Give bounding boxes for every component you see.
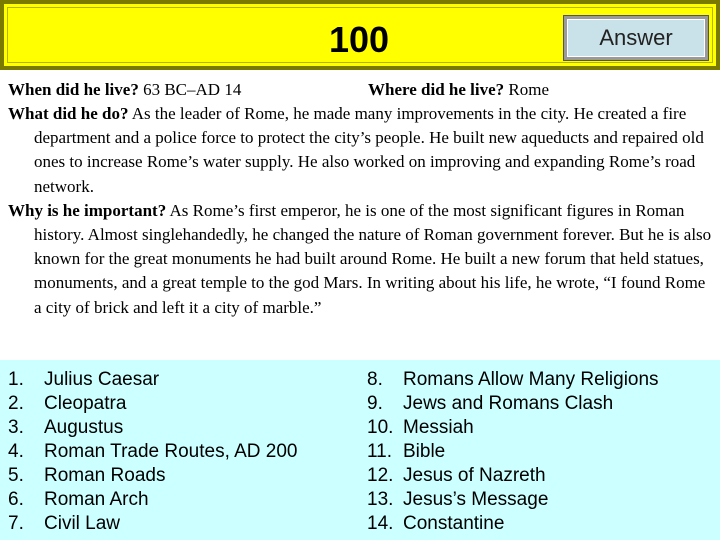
when-label: When did he live?	[8, 80, 139, 99]
what-text: As the leader of Rome, he made many improvements in the city. He created a fire department and a police force to protect the city’s people. He built new aqueducts and repaired old ones to increase Rome’s water supply. He also worked on improving and expanding Rome’s road network.	[34, 104, 704, 196]
header-bar	[0, 0, 720, 70]
item-label: Constantine	[403, 513, 505, 534]
item-number: 10.	[367, 417, 394, 438]
item-label: Civil Law	[44, 513, 121, 534]
item-number: 6.	[8, 489, 24, 510]
point-value: 100	[329, 19, 390, 60]
list-item[interactable]	[8, 512, 297, 536]
item-number: 11.	[367, 441, 393, 462]
when-line	[8, 80, 241, 99]
item-label: Jesus’s Message	[403, 489, 549, 510]
item-number: 4.	[8, 441, 24, 462]
why-label: Why is he important?	[8, 200, 167, 220]
item-number: 8.	[367, 369, 383, 390]
why-text: As Rome’s first emperor, he is one of the most significant figures in Roman history. Almost singlehandedly, he changed the nature of Roman government forever. But he is also known for the great monuments he had built around Rome. He built a new forum that held statues, monuments, and a great temple to the god Mars. In writing about his life, he wrote, “I found Rome a city of brick and left it a city of marble.”	[34, 200, 712, 317]
when-value: 63 BC–AD 14	[143, 80, 242, 99]
list-item[interactable]	[8, 368, 297, 392]
item-label: Roman Trade Routes, AD 200	[44, 441, 298, 462]
topic-list-right	[367, 368, 659, 536]
list-item[interactable]	[367, 368, 659, 392]
item-number: 12.	[367, 465, 394, 486]
where-line	[368, 78, 549, 102]
list-item[interactable]	[8, 488, 297, 512]
clue-text	[8, 78, 716, 320]
item-number: 13.	[367, 489, 394, 510]
topic-list-panel	[0, 360, 720, 540]
answer-button[interactable]: Answer	[564, 16, 708, 60]
list-item[interactable]	[8, 464, 297, 488]
item-label: Jesus of Nazreth	[403, 465, 546, 486]
where-label: Where did he live?	[368, 80, 505, 99]
topic-list-left	[8, 368, 297, 536]
list-item[interactable]	[367, 440, 659, 464]
list-item[interactable]	[367, 464, 659, 488]
what-paragraph	[8, 102, 716, 199]
item-number: 7.	[8, 513, 24, 534]
item-number: 5.	[8, 465, 24, 486]
where-value: Rome	[508, 80, 550, 99]
list-item[interactable]	[367, 392, 659, 416]
item-number: 1.	[8, 369, 24, 390]
item-label: Jews and Romans Clash	[403, 393, 614, 414]
what-label: What did he do?	[8, 104, 129, 123]
when-where-row	[8, 78, 716, 102]
item-label: Messiah	[403, 417, 474, 438]
why-paragraph	[8, 199, 716, 320]
item-label: Bible	[403, 441, 446, 462]
item-label: Roman Arch	[44, 489, 149, 510]
list-item[interactable]	[8, 416, 297, 440]
item-label: Cleopatra	[44, 393, 127, 414]
item-number: 9.	[367, 393, 383, 414]
list-item[interactable]	[8, 440, 297, 464]
list-item[interactable]	[367, 416, 659, 440]
item-label: Roman Roads	[44, 465, 166, 486]
item-number: 14.	[367, 513, 394, 534]
item-label: Romans Allow Many Religions	[403, 369, 659, 390]
item-label: Augustus	[44, 417, 124, 438]
list-item[interactable]	[8, 392, 297, 416]
list-item[interactable]	[367, 512, 659, 536]
item-number: 3.	[8, 417, 24, 438]
item-number: 2.	[8, 393, 24, 414]
list-item[interactable]	[367, 488, 659, 512]
item-label: Julius Caesar	[44, 369, 160, 390]
